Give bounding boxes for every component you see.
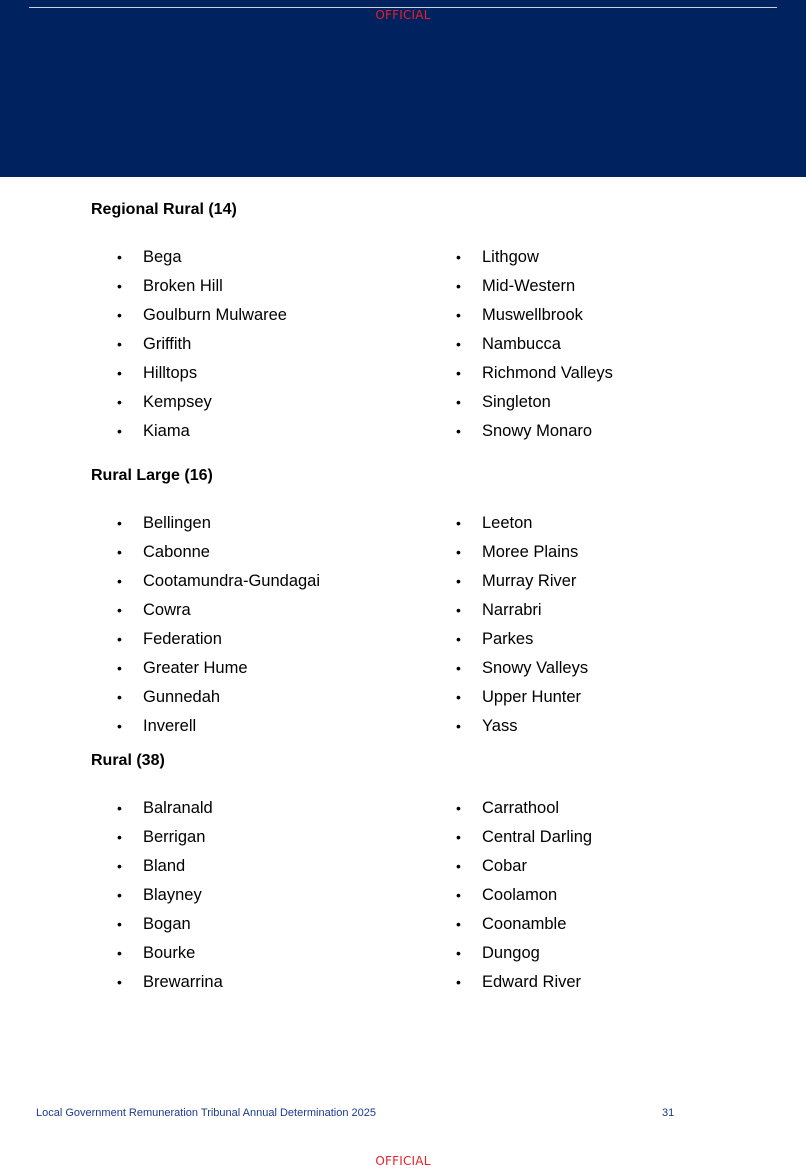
bullet-icon: • xyxy=(117,887,122,903)
list-item xyxy=(456,393,613,422)
council-name: Brewarrina xyxy=(143,973,223,991)
council-name: Goulburn Mulwaree xyxy=(143,306,287,324)
bullet-icon: • xyxy=(117,544,122,560)
council-name: Narrabri xyxy=(482,601,542,619)
council-list-regional-rural-left xyxy=(117,248,287,451)
list-item xyxy=(117,717,320,746)
council-name: Hilltops xyxy=(143,364,198,382)
bullet-icon: • xyxy=(456,394,461,410)
bullet-icon: • xyxy=(456,515,461,531)
list-item xyxy=(456,799,592,828)
bullet-icon: • xyxy=(117,631,122,647)
list-item xyxy=(456,717,588,746)
bullet-icon: • xyxy=(117,365,122,381)
council-list-rural-large-left xyxy=(117,514,320,746)
bullet-icon: • xyxy=(456,945,461,961)
list-item xyxy=(456,944,592,973)
bullet-icon: • xyxy=(117,278,122,294)
list-item xyxy=(117,601,320,630)
list-item xyxy=(456,277,613,306)
council-name: Balranald xyxy=(143,799,213,817)
bullet-icon: • xyxy=(117,858,122,874)
list-item xyxy=(456,572,588,601)
section-title-rural: Rural (38) xyxy=(91,752,165,769)
bullet-icon: • xyxy=(117,307,122,323)
list-item xyxy=(456,543,588,572)
bullet-icon: • xyxy=(456,887,461,903)
bullet-icon: • xyxy=(456,423,461,439)
bullet-icon: • xyxy=(456,718,461,734)
list-item xyxy=(456,514,588,543)
list-item xyxy=(117,364,287,393)
council-name: Cabonne xyxy=(143,543,210,561)
bullet-icon: • xyxy=(456,249,461,265)
list-item xyxy=(117,248,287,277)
council-name: Carrathool xyxy=(482,799,560,817)
bullet-icon: • xyxy=(456,602,461,618)
council-name: Berrigan xyxy=(143,828,206,846)
bullet-icon: • xyxy=(456,660,461,676)
list-item xyxy=(117,572,320,601)
bullet-icon: • xyxy=(117,394,122,410)
list-item xyxy=(117,973,223,1002)
council-name: Mid-Western xyxy=(482,277,576,295)
bullet-icon: • xyxy=(456,689,461,705)
list-item xyxy=(117,799,223,828)
council-name: Broken Hill xyxy=(143,277,223,295)
council-name: Muswellbrook xyxy=(482,306,583,324)
council-name: Central Darling xyxy=(482,828,593,846)
bullet-icon: • xyxy=(456,829,461,845)
list-item xyxy=(456,828,592,857)
list-item xyxy=(117,335,287,364)
council-name: Leeton xyxy=(482,514,533,532)
council-name: Snowy Monaro xyxy=(482,422,593,440)
council-name: Greater Hume xyxy=(143,659,248,677)
council-name: Yass xyxy=(482,717,518,735)
council-name: Bland xyxy=(143,857,186,875)
council-name: Gunnedah xyxy=(143,688,221,706)
bullet-icon: • xyxy=(117,660,122,676)
list-item xyxy=(117,630,320,659)
bullet-icon: • xyxy=(117,336,122,352)
bullet-icon: • xyxy=(456,858,461,874)
council-name: Snowy Valleys xyxy=(482,659,589,677)
council-name: Cobar xyxy=(482,857,527,875)
list-item xyxy=(456,659,588,688)
council-name: Blayney xyxy=(143,886,202,904)
list-item xyxy=(117,915,223,944)
bullet-icon: • xyxy=(456,974,461,990)
council-name: Singleton xyxy=(482,393,551,411)
bullet-icon: • xyxy=(117,249,122,265)
list-item xyxy=(456,973,592,1002)
list-item xyxy=(456,857,592,886)
bullet-icon: • xyxy=(456,544,461,560)
council-name: Bellingen xyxy=(143,514,211,532)
header-band xyxy=(0,0,806,177)
bullet-icon: • xyxy=(456,800,461,816)
council-name: Federation xyxy=(143,630,222,648)
list-item xyxy=(456,422,613,451)
list-item xyxy=(117,857,223,886)
list-item xyxy=(456,248,613,277)
list-item xyxy=(117,306,287,335)
list-item xyxy=(456,915,592,944)
council-name: Edward River xyxy=(482,973,582,991)
bullet-icon: • xyxy=(456,573,461,589)
bullet-icon: • xyxy=(456,631,461,647)
list-item xyxy=(117,543,320,572)
list-item xyxy=(456,306,613,335)
council-name: Cootamundra-Gundagai xyxy=(143,572,321,590)
council-name: Nambucca xyxy=(482,335,561,353)
council-name: Richmond Valleys xyxy=(482,364,613,382)
council-list-rural-left xyxy=(117,799,223,1002)
council-name: Bourke xyxy=(143,944,196,962)
council-name: Murray River xyxy=(482,572,577,590)
council-name: Cowra xyxy=(143,601,191,619)
bullet-icon: • xyxy=(117,800,122,816)
list-item xyxy=(117,944,223,973)
council-name: Dungog xyxy=(482,944,540,962)
bullet-icon: • xyxy=(117,945,122,961)
council-name: Bogan xyxy=(143,915,191,933)
bullet-icon: • xyxy=(456,307,461,323)
council-list-regional-rural-right xyxy=(456,248,613,451)
classification-marking-top: OFFICIAL xyxy=(375,8,431,22)
council-name: Parkes xyxy=(482,630,534,648)
footer-document-title: Local Government Remuneration Tribunal Annual Determination 2025 xyxy=(36,1107,376,1119)
list-item xyxy=(117,393,287,422)
council-name: Lithgow xyxy=(482,248,539,266)
council-name: Moree Plains xyxy=(482,543,579,561)
section-title-regional-rural: Regional Rural (14) xyxy=(91,201,237,218)
section-title-rural-large: Rural Large (16) xyxy=(91,467,213,484)
list-item xyxy=(456,886,592,915)
council-name: Kiama xyxy=(143,422,190,440)
classification-marking-bottom: OFFICIAL xyxy=(375,1154,431,1168)
council-name: Bega xyxy=(143,248,182,266)
list-item xyxy=(117,277,287,306)
council-name: Griffith xyxy=(143,335,192,353)
list-item xyxy=(456,601,588,630)
list-item xyxy=(117,659,320,688)
list-item xyxy=(456,335,613,364)
bullet-icon: • xyxy=(117,602,122,618)
list-item xyxy=(117,514,320,543)
bullet-icon: • xyxy=(117,515,122,531)
list-item xyxy=(117,688,320,717)
bullet-icon: • xyxy=(117,689,122,705)
list-item xyxy=(456,688,588,717)
bullet-icon: • xyxy=(117,423,122,439)
council-name: Coonamble xyxy=(482,915,567,933)
bullet-icon: • xyxy=(117,718,122,734)
council-list-rural-large-right xyxy=(456,514,588,746)
council-name: Inverell xyxy=(143,717,197,735)
bullet-icon: • xyxy=(117,974,122,990)
list-item xyxy=(456,630,588,659)
bullet-icon: • xyxy=(117,829,122,845)
list-item xyxy=(117,886,223,915)
bullet-icon: • xyxy=(456,336,461,352)
bullet-icon: • xyxy=(456,916,461,932)
footer-page-number: 31 xyxy=(662,1107,675,1119)
council-list-rural-right xyxy=(456,799,592,1002)
council-name: Coolamon xyxy=(482,886,558,904)
bullet-icon: • xyxy=(456,365,461,381)
bullet-icon: • xyxy=(117,573,122,589)
list-item xyxy=(117,828,223,857)
council-name: Upper Hunter xyxy=(482,688,582,706)
council-name: Kempsey xyxy=(143,393,212,411)
bullet-icon: • xyxy=(456,278,461,294)
bullet-icon: • xyxy=(117,916,122,932)
list-item xyxy=(456,364,613,393)
list-item xyxy=(117,422,287,451)
